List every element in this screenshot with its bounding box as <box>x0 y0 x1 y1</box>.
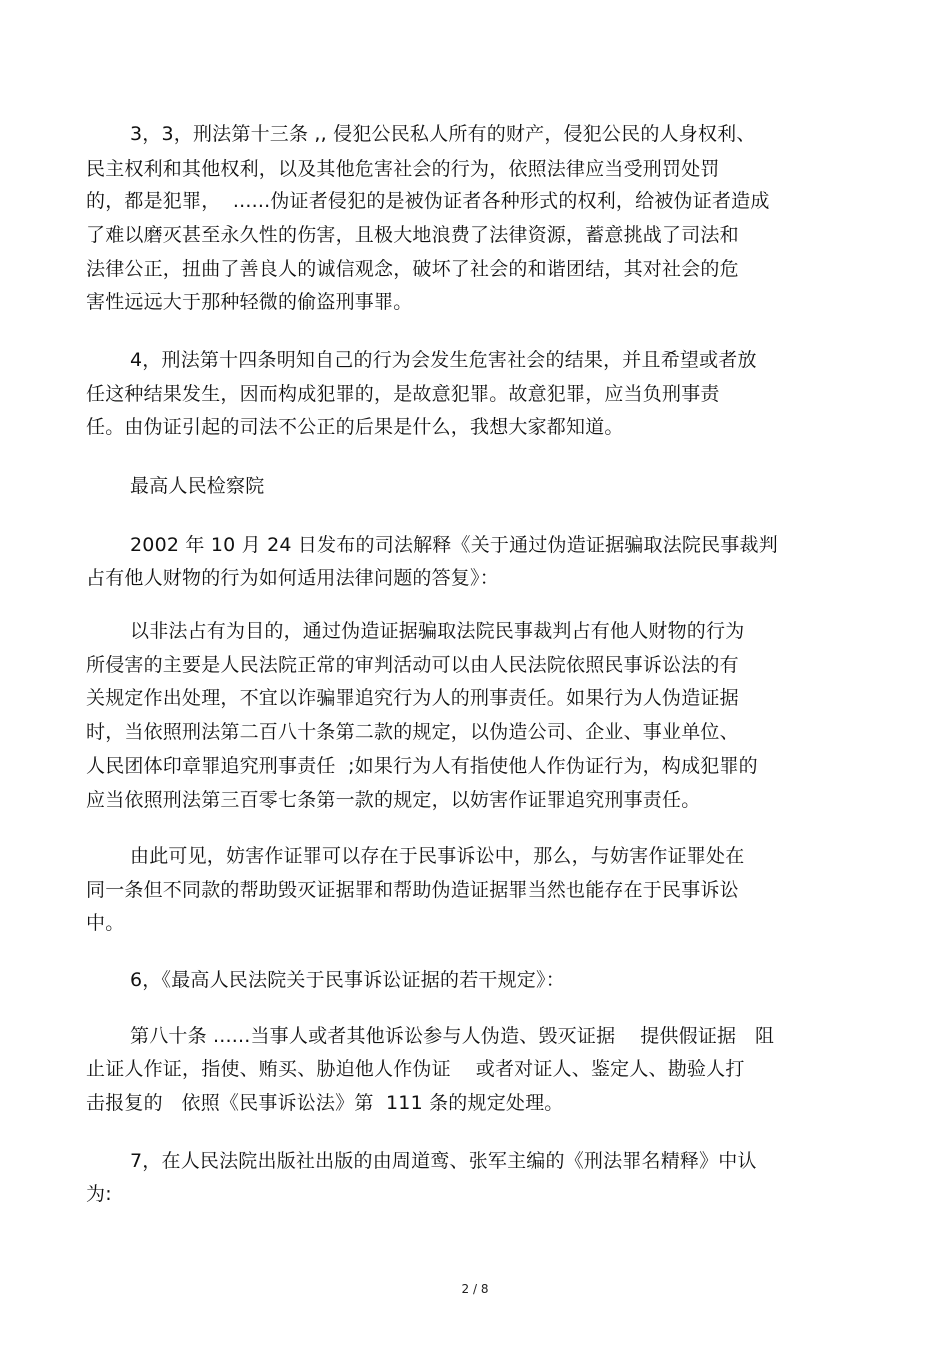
text-line: 害性远远大于那种轻微的偷盗刑事罪。 <box>86 291 413 313</box>
text-line: 应当依照刑法第三百零七条第一款的规定，以妨害作证罪追究刑事责任。 <box>86 789 701 811</box>
text-line: 7，在人民法院出版社出版的由周道鸾、张军主编的《刑法罪名精释》中认 <box>130 1150 757 1172</box>
text-line: 由此可见，妨害作证罪可以存在于民事诉讼中，那么，与妨害作证罪处在 <box>130 845 745 867</box>
text-line: 2002 年 10 月 24 日发布的司法解释《关于通过伪造证据骗取法院民事裁判 <box>130 534 778 556</box>
text-line: 击报复的 依照《民事诉讼法》第 111 条的规定处理。 <box>86 1092 564 1114</box>
text-line: 最高人民检察院 <box>130 475 265 497</box>
text-line: 中。 <box>86 912 125 934</box>
text-line: 任这种结果发生，因而构成犯罪的，是故意犯罪。故意犯罪，应当负刑事责 <box>86 383 720 405</box>
text-line: 任。由伪证引起的司法不公正的后果是什么，我想大家都知道。 <box>86 416 624 438</box>
text-line: 止证人作证，指使、贿买、胁迫他人作伪证 或者对证人、鉴定人、勘验人打 <box>86 1058 745 1080</box>
text-line: 法律公正，扭曲了善良人的诚信观念，破坏了社会的和谐团结，其对社会的危 <box>86 258 739 280</box>
text-line: 民主权利和其他权利，以及其他危害社会的行为，依照法律应当受刑罚处罚 <box>86 158 720 180</box>
text-line: 时，当依照刑法第二百八十条第二款的规定，以伪造公司、企业、事业单位、 <box>86 721 739 743</box>
text-line: 以非法占有为目的，通过伪造证据骗取法院民事裁判占有他人财物的行为 <box>130 620 745 642</box>
text-line: 人民团体印章罪追究刑事责任 ;如果行为人有指使他人作伪证行为，构成犯罪的 <box>86 755 758 777</box>
text-line: 6，《最高人民法院关于民事诉讼证据的若干规定》： <box>130 969 565 991</box>
text-line: 为: <box>86 1183 112 1205</box>
text-line: 占有他人财物的行为如何适用法律问题的答复》： <box>86 567 499 589</box>
page-number: 2 / 8 <box>461 1282 489 1296</box>
text-line: 同一条但不同款的帮助毁灭证据罪和帮助伪造证据罪当然也能存在于民事诉讼 <box>86 879 739 901</box>
text-line: 关规定作出处理，不宜以诈骗罪追究行为人的刑事责任。如果行为人伪造证据 <box>86 687 739 709</box>
text-line: 3，3，刑法第十三条 ,, 侵犯公民私人所有的财产，侵犯公民的人身权利、 <box>130 123 756 145</box>
text-line: 所侵害的主要是人民法院正常的审判活动可以由人民法院依照民事诉讼法的有 <box>86 654 739 676</box>
text-line: 的，都是犯罪， ......伪证者侵犯的是被伪证者各种形式的权利，给被伪证者造成 <box>86 190 770 212</box>
text-line: 了难以磨灭甚至永久性的伤害，且极大地浪费了法律资源，蓄意挑战了司法和 <box>86 224 739 246</box>
text-line: 第八十条 ......当事人或者其他诉讼参与人伪造、毁灭证据 提供假证据 阻 <box>130 1025 775 1047</box>
text-line: 4，刑法第十四条明知自己的行为会发生危害社会的结果，并且希望或者放 <box>130 349 757 371</box>
